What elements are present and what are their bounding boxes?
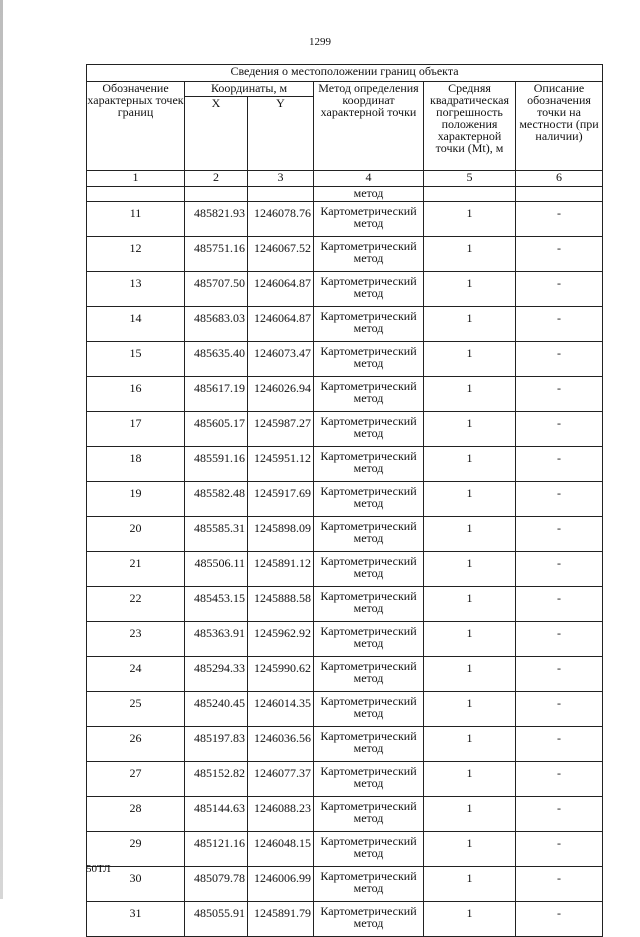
boundary-points-table bbox=[86, 64, 603, 937]
y-coordinate: 1245951.12 bbox=[248, 447, 314, 482]
method-line-2: метод bbox=[353, 531, 384, 545]
method-line-2: метод bbox=[353, 496, 384, 510]
method-line-2: метод bbox=[353, 321, 384, 335]
point-number: 30 bbox=[87, 867, 185, 902]
header-description: Описание обозначения точки на местности (при наличии) bbox=[516, 82, 603, 171]
table-row bbox=[87, 902, 603, 937]
method-cell bbox=[314, 622, 424, 657]
method-line-2: метод bbox=[353, 881, 384, 895]
description-value: - bbox=[516, 202, 603, 237]
error-value: 1 bbox=[424, 692, 516, 727]
x-coordinate: 485294.33 bbox=[185, 657, 248, 692]
x-coordinate: 485591.16 bbox=[185, 447, 248, 482]
error-value: 1 bbox=[424, 447, 516, 482]
table-row bbox=[87, 797, 603, 832]
continuation-row bbox=[87, 187, 603, 202]
x-coordinate: 485707.50 bbox=[185, 272, 248, 307]
header-x: X bbox=[185, 97, 248, 171]
y-coordinate: 1246014.35 bbox=[248, 692, 314, 727]
method-cell bbox=[314, 657, 424, 692]
x-coordinate: 485635.40 bbox=[185, 342, 248, 377]
error-value: 1 bbox=[424, 342, 516, 377]
table-row bbox=[87, 552, 603, 587]
method-line-1: Картометрический bbox=[320, 344, 417, 358]
error-value: 1 bbox=[424, 797, 516, 832]
error-value: 1 bbox=[424, 867, 516, 902]
method-cell bbox=[314, 482, 424, 517]
y-coordinate: 1246073.47 bbox=[248, 342, 314, 377]
method-line-1: Картометрический bbox=[320, 204, 417, 218]
x-coordinate: 485605.17 bbox=[185, 412, 248, 447]
table-row bbox=[87, 657, 603, 692]
table-row bbox=[87, 517, 603, 552]
method-line-1: Картометрический bbox=[320, 659, 417, 673]
point-number: 22 bbox=[87, 587, 185, 622]
method-cell bbox=[314, 202, 424, 237]
table-row bbox=[87, 412, 603, 447]
method-line-1: Картометрический bbox=[320, 449, 417, 463]
error-value: 1 bbox=[424, 657, 516, 692]
description-value: - bbox=[516, 622, 603, 657]
column-numbers-row bbox=[87, 171, 603, 187]
point-number: 12 bbox=[87, 237, 185, 272]
header-error: Средняя квадратическая погрешность положения характерной точки (Mt), м bbox=[424, 82, 516, 171]
method-line-1: Картометрический bbox=[320, 764, 417, 778]
point-number: 14 bbox=[87, 307, 185, 342]
point-number: 15 bbox=[87, 342, 185, 377]
description-value: - bbox=[516, 587, 603, 622]
description-value: - bbox=[516, 342, 603, 377]
description-value: - bbox=[516, 762, 603, 797]
y-coordinate: 1245987.27 bbox=[248, 412, 314, 447]
y-coordinate: 1245898.09 bbox=[248, 517, 314, 552]
column-number: 6 bbox=[516, 171, 603, 187]
method-cell bbox=[314, 272, 424, 307]
footer-mark: 50ТЛ bbox=[86, 863, 111, 875]
method-line-1: Картометрический bbox=[320, 904, 417, 918]
header-coordinates: Координаты, м bbox=[185, 82, 314, 97]
point-number: 27 bbox=[87, 762, 185, 797]
page-number: 1299 bbox=[309, 36, 331, 48]
method-cell bbox=[314, 762, 424, 797]
method-line-2: метод bbox=[353, 846, 384, 860]
method-line-1: Картометрический bbox=[320, 869, 417, 883]
table-row bbox=[87, 447, 603, 482]
table-row bbox=[87, 202, 603, 237]
header-point-designation: Обозначение характерных точек границ bbox=[87, 82, 185, 171]
error-value: 1 bbox=[424, 832, 516, 867]
x-coordinate: 485453.15 bbox=[185, 587, 248, 622]
method-line-1: Картометрический bbox=[320, 834, 417, 848]
point-number: 19 bbox=[87, 482, 185, 517]
x-coordinate: 485240.45 bbox=[185, 692, 248, 727]
y-coordinate: 1245891.12 bbox=[248, 552, 314, 587]
error-value: 1 bbox=[424, 622, 516, 657]
description-value: - bbox=[516, 482, 603, 517]
method-line-1: Картометрический bbox=[320, 589, 417, 603]
y-coordinate: 1245917.69 bbox=[248, 482, 314, 517]
table-title: Сведения о местоположении границ объекта bbox=[87, 65, 603, 82]
y-coordinate: 1246036.56 bbox=[248, 727, 314, 762]
error-value: 1 bbox=[424, 552, 516, 587]
table-row bbox=[87, 727, 603, 762]
column-number: 2 bbox=[185, 171, 248, 187]
method-line-2: метод bbox=[353, 916, 384, 930]
point-number: 31 bbox=[87, 902, 185, 937]
description-value: - bbox=[516, 552, 603, 587]
y-coordinate: 1246067.52 bbox=[248, 237, 314, 272]
table-row bbox=[87, 237, 603, 272]
table-row bbox=[87, 342, 603, 377]
table-row bbox=[87, 377, 603, 412]
point-number: 25 bbox=[87, 692, 185, 727]
description-value: - bbox=[516, 727, 603, 762]
method-cell bbox=[314, 587, 424, 622]
table-row bbox=[87, 692, 603, 727]
table-row bbox=[87, 482, 603, 517]
method-cell bbox=[314, 237, 424, 272]
method-cell bbox=[314, 692, 424, 727]
method-line-1: Картометрический bbox=[320, 309, 417, 323]
table-body bbox=[87, 202, 603, 937]
error-value: 1 bbox=[424, 307, 516, 342]
point-number: 26 bbox=[87, 727, 185, 762]
method-line-1: Картометрический bbox=[320, 484, 417, 498]
table-row bbox=[87, 867, 603, 902]
error-value: 1 bbox=[424, 587, 516, 622]
method-line-1: Картометрический bbox=[320, 799, 417, 813]
method-line-2: метод bbox=[353, 706, 384, 720]
method-line-1: Картометрический bbox=[320, 414, 417, 428]
method-line-1: Картометрический bbox=[320, 379, 417, 393]
y-coordinate: 1246064.87 bbox=[248, 272, 314, 307]
y-coordinate: 1246006.99 bbox=[248, 867, 314, 902]
description-value: - bbox=[516, 832, 603, 867]
method-cell bbox=[314, 447, 424, 482]
x-coordinate: 485582.48 bbox=[185, 482, 248, 517]
table-row bbox=[87, 587, 603, 622]
point-number: 29 bbox=[87, 832, 185, 867]
x-coordinate: 485585.31 bbox=[185, 517, 248, 552]
description-value: - bbox=[516, 657, 603, 692]
method-line-2: метод bbox=[353, 811, 384, 825]
error-value: 1 bbox=[424, 517, 516, 552]
column-number: 3 bbox=[248, 171, 314, 187]
method-cell bbox=[314, 342, 424, 377]
continued-method: метод bbox=[314, 187, 424, 202]
column-number: 1 bbox=[87, 171, 185, 187]
method-cell bbox=[314, 377, 424, 412]
method-cell bbox=[314, 307, 424, 342]
header-row bbox=[87, 82, 603, 97]
method-cell bbox=[314, 797, 424, 832]
column-number: 5 bbox=[424, 171, 516, 187]
x-coordinate: 485079.78 bbox=[185, 867, 248, 902]
method-line-1: Картометрический bbox=[320, 274, 417, 288]
description-value: - bbox=[516, 412, 603, 447]
point-number: 23 bbox=[87, 622, 185, 657]
error-value: 1 bbox=[424, 202, 516, 237]
point-number: 21 bbox=[87, 552, 185, 587]
point-number: 18 bbox=[87, 447, 185, 482]
table-title-row bbox=[87, 65, 603, 82]
point-number: 11 bbox=[87, 202, 185, 237]
y-coordinate: 1246026.94 bbox=[248, 377, 314, 412]
description-value: - bbox=[516, 237, 603, 272]
x-coordinate: 485821.93 bbox=[185, 202, 248, 237]
method-line-1: Картометрический bbox=[320, 554, 417, 568]
method-line-2: метод bbox=[353, 356, 384, 370]
point-number: 13 bbox=[87, 272, 185, 307]
table-row bbox=[87, 622, 603, 657]
method-line-2: метод bbox=[353, 461, 384, 475]
table-row bbox=[87, 832, 603, 867]
description-value: - bbox=[516, 307, 603, 342]
y-coordinate: 1246064.87 bbox=[248, 307, 314, 342]
description-value: - bbox=[516, 447, 603, 482]
y-coordinate: 1245962.92 bbox=[248, 622, 314, 657]
x-coordinate: 485683.03 bbox=[185, 307, 248, 342]
table-row bbox=[87, 272, 603, 307]
point-number: 20 bbox=[87, 517, 185, 552]
x-coordinate: 485363.91 bbox=[185, 622, 248, 657]
x-coordinate: 485506.11 bbox=[185, 552, 248, 587]
method-line-2: метод bbox=[353, 286, 384, 300]
table-row bbox=[87, 762, 603, 797]
method-cell bbox=[314, 867, 424, 902]
error-value: 1 bbox=[424, 482, 516, 517]
y-coordinate: 1246048.15 bbox=[248, 832, 314, 867]
error-value: 1 bbox=[424, 762, 516, 797]
error-value: 1 bbox=[424, 237, 516, 272]
y-coordinate: 1245888.58 bbox=[248, 587, 314, 622]
method-line-2: метод bbox=[353, 776, 384, 790]
method-line-2: метод bbox=[353, 426, 384, 440]
method-cell bbox=[314, 832, 424, 867]
y-coordinate: 1246078.76 bbox=[248, 202, 314, 237]
x-coordinate: 485144.63 bbox=[185, 797, 248, 832]
method-line-1: Картометрический bbox=[320, 239, 417, 253]
method-line-2: метод bbox=[353, 671, 384, 685]
method-line-2: метод bbox=[353, 741, 384, 755]
method-cell bbox=[314, 902, 424, 937]
description-value: - bbox=[516, 517, 603, 552]
method-line-2: метод bbox=[353, 391, 384, 405]
header-y: Y bbox=[248, 97, 314, 171]
y-coordinate: 1246088.23 bbox=[248, 797, 314, 832]
error-value: 1 bbox=[424, 377, 516, 412]
x-coordinate: 485055.91 bbox=[185, 902, 248, 937]
description-value: - bbox=[516, 797, 603, 832]
method-line-2: метод bbox=[353, 636, 384, 650]
scan-edge bbox=[0, 0, 3, 899]
description-value: - bbox=[516, 692, 603, 727]
error-value: 1 bbox=[424, 272, 516, 307]
header-method: Метод определения координат характерной точки bbox=[314, 82, 424, 171]
error-value: 1 bbox=[424, 727, 516, 762]
method-line-1: Картометрический bbox=[320, 694, 417, 708]
method-cell bbox=[314, 412, 424, 447]
y-coordinate: 1245891.79 bbox=[248, 902, 314, 937]
error-value: 1 bbox=[424, 412, 516, 447]
error-value: 1 bbox=[424, 902, 516, 937]
description-value: - bbox=[516, 272, 603, 307]
y-coordinate: 1246077.37 bbox=[248, 762, 314, 797]
method-cell bbox=[314, 552, 424, 587]
method-line-1: Картометрический bbox=[320, 519, 417, 533]
x-coordinate: 485751.16 bbox=[185, 237, 248, 272]
method-cell bbox=[314, 727, 424, 762]
table-row bbox=[87, 307, 603, 342]
method-line-2: метод bbox=[353, 566, 384, 580]
point-number: 17 bbox=[87, 412, 185, 447]
method-line-1: Картометрический bbox=[320, 729, 417, 743]
method-cell bbox=[314, 517, 424, 552]
method-line-2: метод bbox=[353, 251, 384, 265]
method-line-1: Картометрический bbox=[320, 624, 417, 638]
description-value: - bbox=[516, 902, 603, 937]
method-line-2: метод bbox=[353, 601, 384, 615]
description-value: - bbox=[516, 867, 603, 902]
description-value: - bbox=[516, 377, 603, 412]
y-coordinate: 1245990.62 bbox=[248, 657, 314, 692]
x-coordinate: 485152.82 bbox=[185, 762, 248, 797]
point-number: 24 bbox=[87, 657, 185, 692]
point-number: 28 bbox=[87, 797, 185, 832]
column-number: 4 bbox=[314, 171, 424, 187]
x-coordinate: 485197.83 bbox=[185, 727, 248, 762]
x-coordinate: 485617.19 bbox=[185, 377, 248, 412]
point-number: 16 bbox=[87, 377, 185, 412]
x-coordinate: 485121.16 bbox=[185, 832, 248, 867]
method-line-2: метод bbox=[353, 216, 384, 230]
